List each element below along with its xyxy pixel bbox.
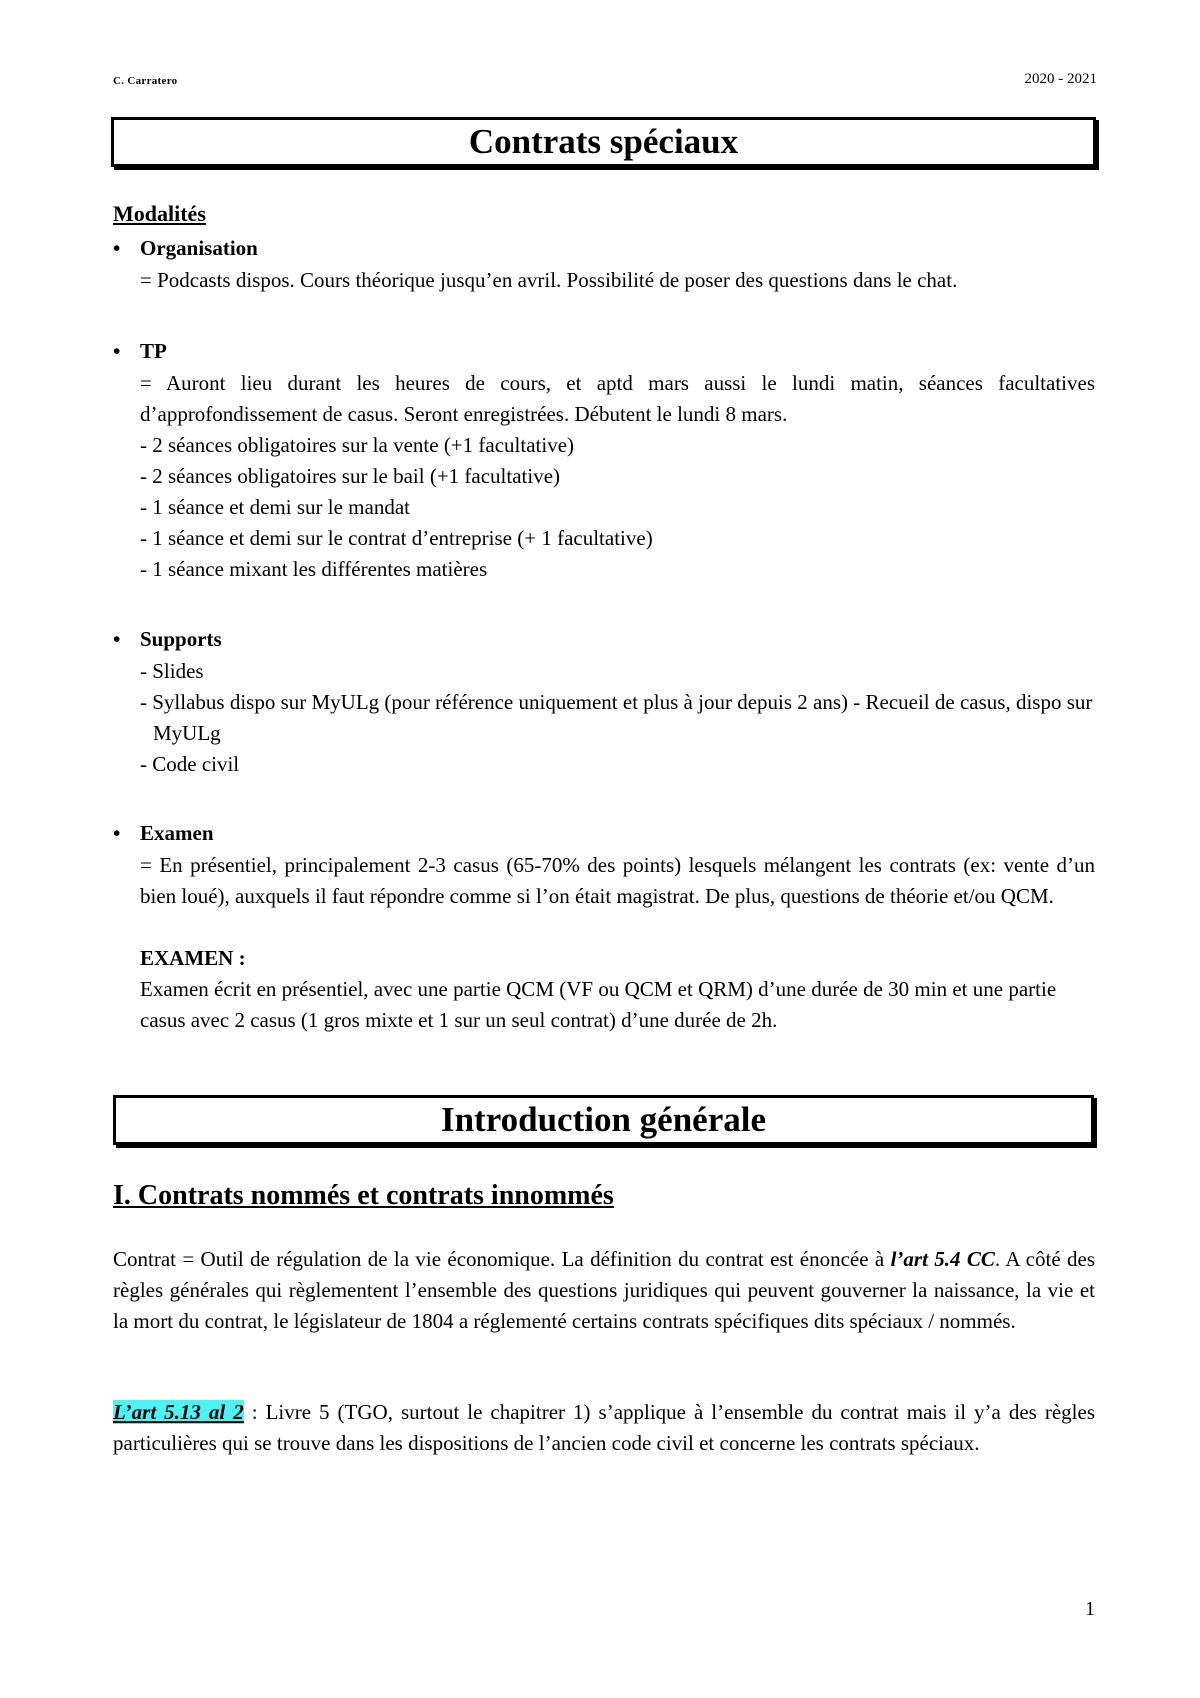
tp-item: - 1 séance et demi sur le contrat d’entreprise (+ 1 facultative)	[140, 526, 653, 550]
modalites-heading: Modalités	[113, 201, 206, 226]
paragraph-text: . A côté des règles générales qui règlementent l’ensemble des questions juridiques qui peuvent gouverner la naissance, la vie et la mort du contrat, le législateur de 1804 a réglementé certains contrats spécifiques dits spéciaux / nommés.	[113, 1247, 1095, 1333]
header-year: 2020 - 2021	[1024, 71, 1097, 87]
tp-text: = Auront lieu durant les heures de cours, et aptd mars aussi le lundi matin, séances facultatives d’approfondissement de casus. Seront enregistrées. Débutent le lundi 8 mars.	[140, 371, 1095, 426]
supports-item: - Syllabus dispo sur MyULg (pour référence uniquement et plus à jour depuis 2 ans) - Recueil de casus, dispo sur MyULg	[140, 690, 1093, 745]
highlighted-article-reference: L’art 5.13 al 2	[113, 1400, 244, 1424]
intro-title: Introduction générale	[113, 1095, 1094, 1145]
bullet-icon: •	[113, 627, 121, 651]
paragraph-text: : Livre 5 (TGO, surtout le chapitrer 1) s’applique à l’ensemble du contrat mais il y’a des règles particulières qui se trouve dans les dispositions de l’ancien code civil et concerne les contrats spéciaux.	[113, 1400, 1095, 1455]
page-number: 1	[1085, 1598, 1095, 1620]
examen-label: Examen	[140, 821, 214, 845]
supports-item: - Slides	[140, 659, 204, 683]
section-paragraph-2	[113, 1397, 1095, 1459]
supports-bullet	[113, 624, 222, 655]
article-reference: l’art 5.4 CC	[890, 1247, 995, 1271]
supports-item: - Code civil	[140, 752, 240, 776]
document-title: Contrats spéciaux	[111, 117, 1096, 167]
tp-content	[140, 368, 1095, 585]
examen-subtext: Examen écrit en présentiel, avec une partie QCM (VF ou QCM et QRM) d’une durée de 30 min et une partie casus avec 2 casus (1 gros mixte et 1 sur un seul contrat) d’une durée de 2h.	[140, 977, 1057, 1032]
examen-text: = En présentiel, principalement 2-3 casus (65-70% des points) lesquels mélangent les contrats (ex: vente d’un bien loué), auxquels il faut répondre comme si l’on était magistrat. De plus, questions de théorie et/ou QCM.	[140, 853, 1095, 908]
bullet-icon: •	[113, 821, 121, 845]
organisation-bullet	[113, 233, 258, 264]
section-heading: I. Contrats nommés et contrats innommés	[113, 1180, 614, 1211]
bullet-icon: •	[113, 236, 121, 260]
tp-bullet	[113, 336, 167, 367]
tp-item: - 2 séances obligatoires sur le bail (+1 facultative)	[140, 464, 561, 488]
examen-content	[140, 850, 1095, 1036]
paragraph-text: Contrat = Outil de régulation de la vie économique. La définition du contrat est énoncée à	[113, 1247, 891, 1271]
organisation-label: Organisation	[140, 236, 258, 260]
tp-item: - 1 séance et demi sur le mandat	[140, 495, 410, 519]
examen-bullet	[113, 818, 214, 849]
supports-content	[140, 656, 1095, 780]
header-author: C. Carratero	[113, 75, 178, 87]
section-paragraph-1	[113, 1244, 1095, 1337]
tp-item: - 1 séance mixant les différentes matières	[140, 557, 488, 581]
tp-item: - 2 séances obligatoires sur la vente (+1 facultative)	[140, 433, 575, 457]
examen-subheading: EXAMEN :	[140, 946, 246, 970]
organisation-text: = Podcasts dispos. Cours théorique jusqu’en avril. Possibilité de poser des questions dans le chat.	[140, 268, 958, 292]
bullet-icon: •	[113, 339, 121, 363]
tp-label: TP	[140, 339, 167, 363]
supports-label: Supports	[140, 627, 222, 651]
